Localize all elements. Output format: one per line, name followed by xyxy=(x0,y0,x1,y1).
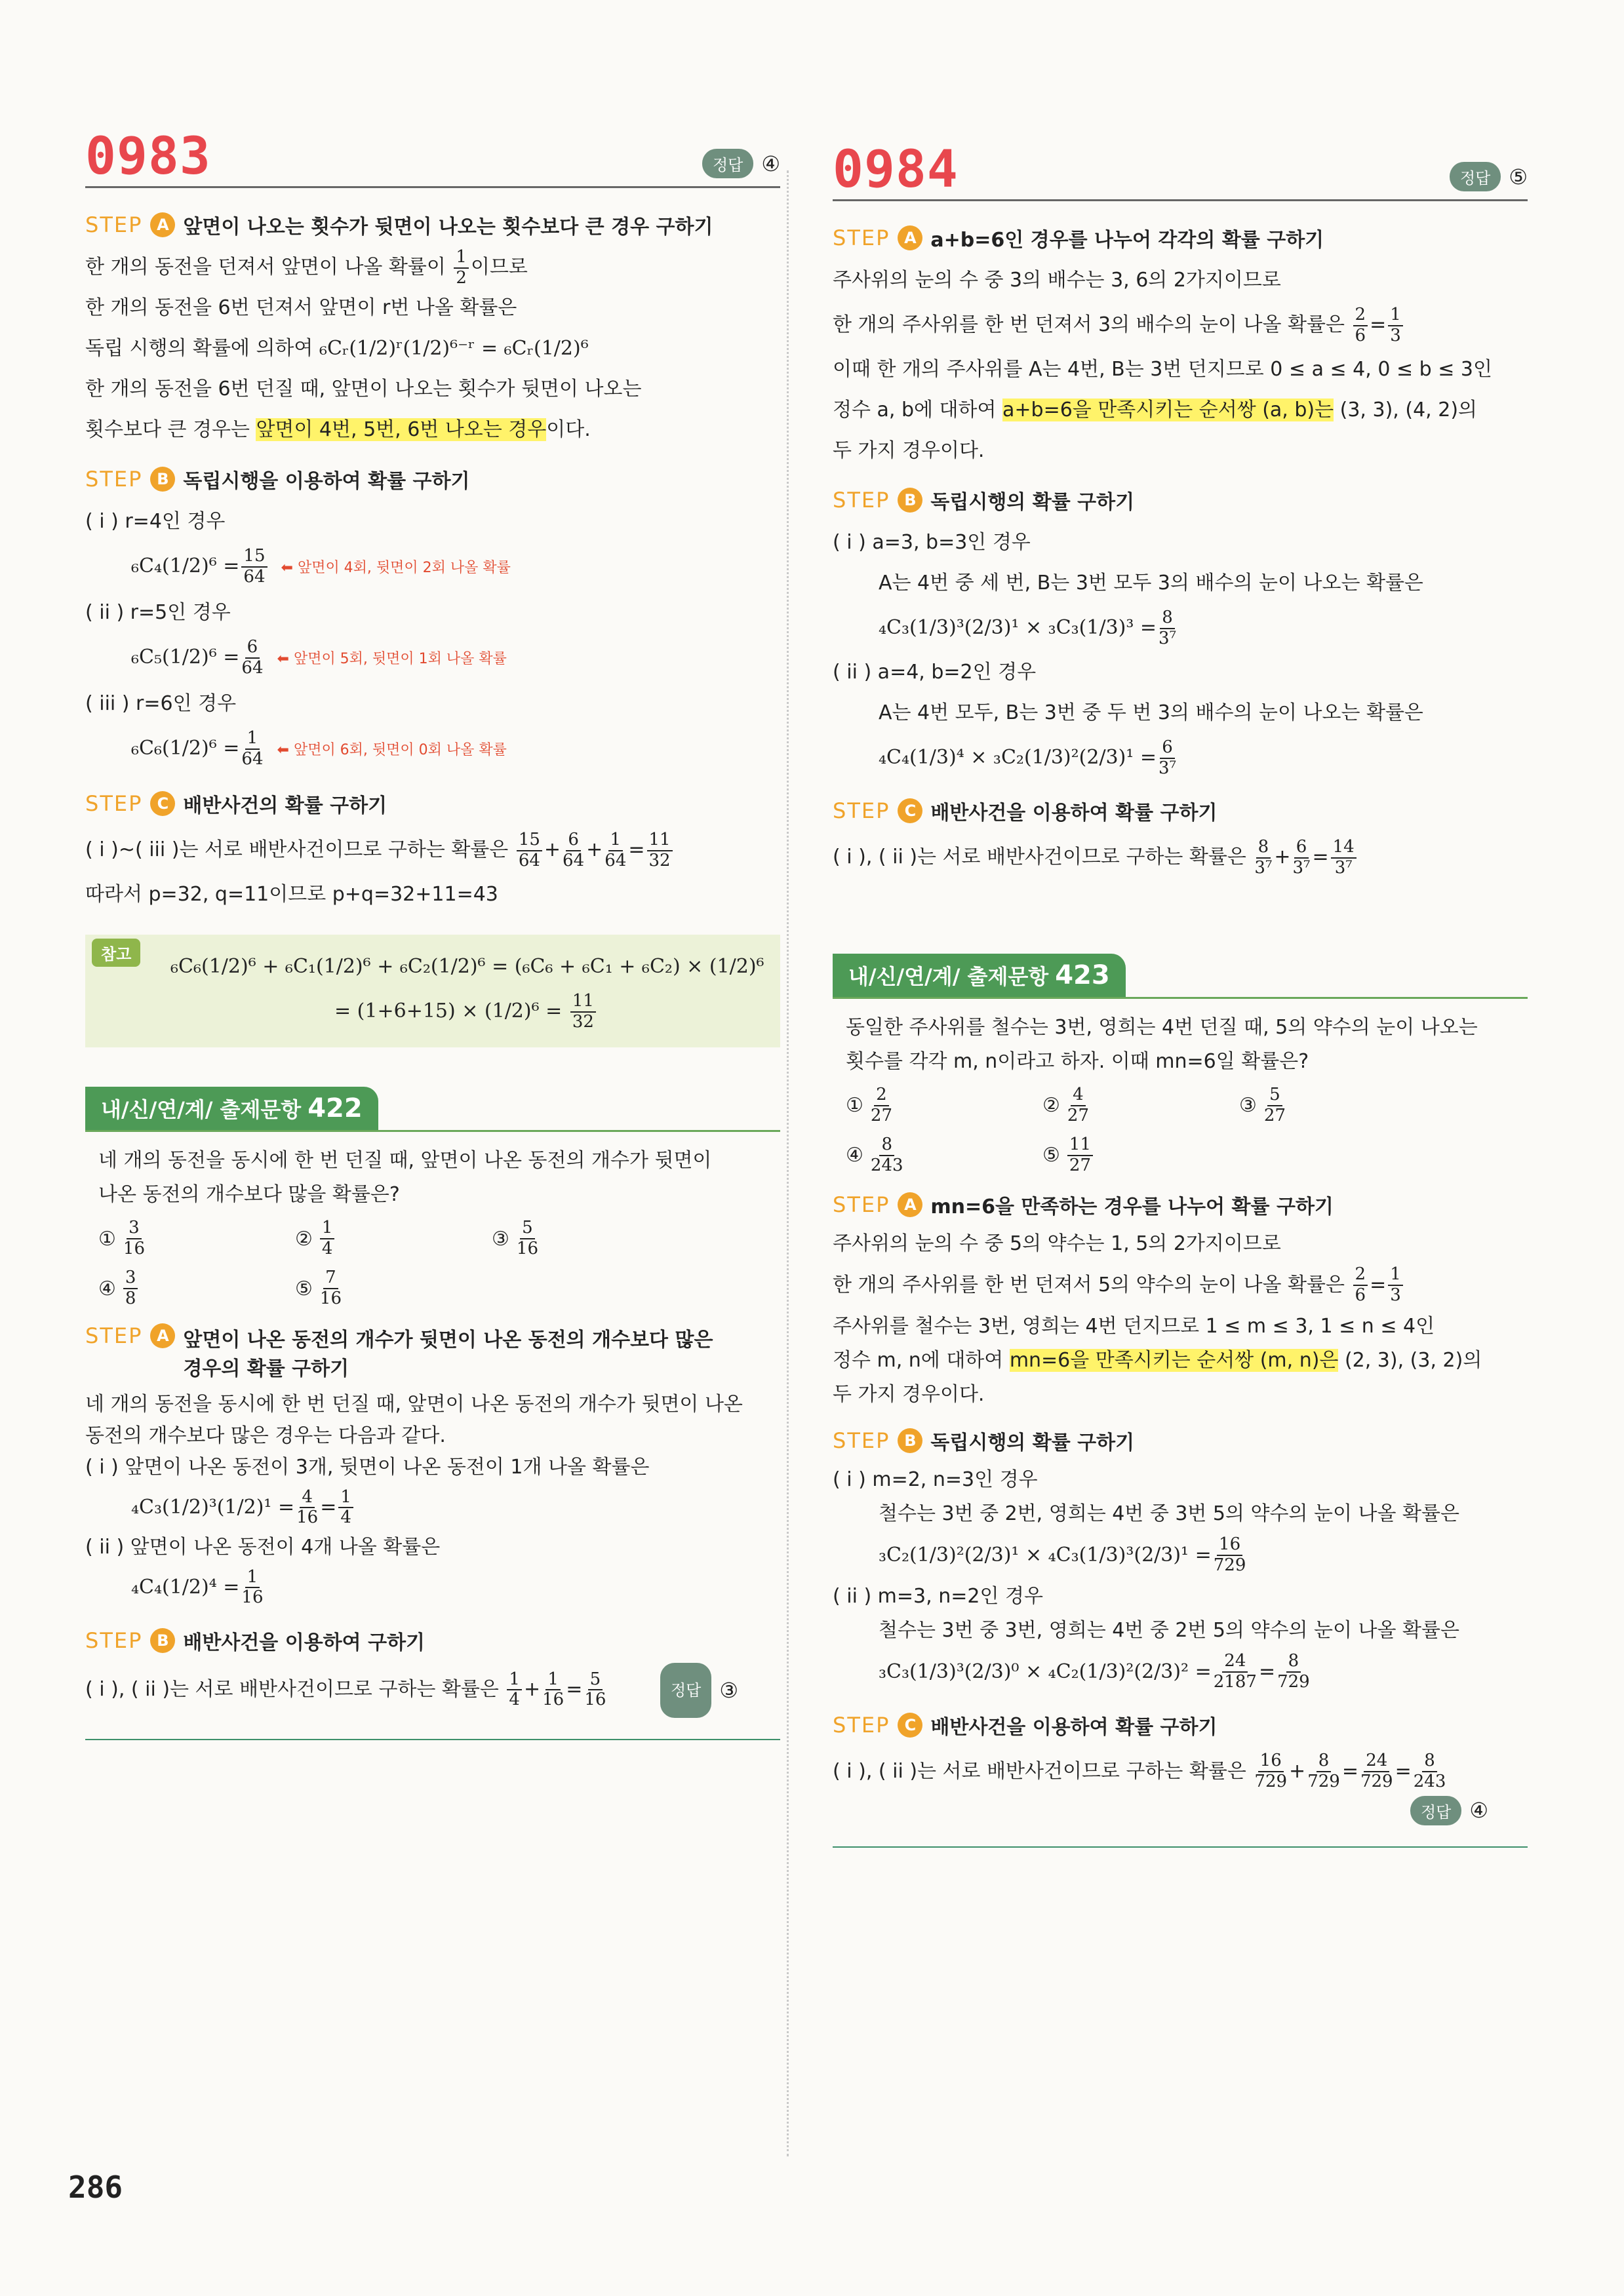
answer-row xyxy=(833,1796,1528,1829)
solution-line: 철수는 3번 중 2번, 영희는 4번 중 3번 5의 약수의 눈이 나올 확률은 xyxy=(879,1502,1459,1525)
answer-indicator xyxy=(1450,162,1528,191)
column-divider xyxy=(787,170,789,2156)
step-title: a+b=6인 경우를 나누어 각각의 확률 구하기 xyxy=(930,229,1324,252)
step-badge: A xyxy=(898,225,922,250)
step-badge: C xyxy=(150,791,175,816)
equation: ₆C₆(1/2)⁶ = $\frac{1}{64}$ ⬅ 앞면이 6회, 뒷면이 0회 나올 확률 xyxy=(85,724,780,775)
choice-3: ③ $\frac{5}{16}$ xyxy=(492,1218,538,1259)
step-c-header xyxy=(833,1711,1528,1740)
solution-line: 주사위를 철수는 3번, 영희는 4번 던지므로 1 ≤ m ≤ 3, 1 ≤ n ≤ 4인 xyxy=(833,1314,1435,1338)
answer-indicator xyxy=(702,149,780,178)
margin-note: ⬅ 앞면이 6회, 뒷면이 0회 나올 확률 xyxy=(277,742,507,758)
step-a-header xyxy=(833,1190,1528,1219)
step-title: 배반사건의 확률 구하기 xyxy=(183,794,387,818)
case-label: ( ii ) m=3, n=2인 경우 xyxy=(833,1584,1043,1608)
solution-line: 한 개의 주사위를 한 번 던져서 3의 배수의 눈이 나올 확률은 $\frac{2}{6}$ = $\frac{1}{3}$ xyxy=(833,301,1528,349)
answer-label: 정답 xyxy=(1450,162,1501,191)
step-badge: A xyxy=(150,1323,175,1348)
answer-indicator: 정답 ③ xyxy=(660,1663,738,1718)
related-number: 423 xyxy=(1055,960,1110,990)
solution-line: ( i ), ( ii )는 서로 배반사건이므로 구하는 확률은 $\frac{1}{4}$ + $\frac{1}{16}$ = $\frac{5}{16}$ 정답 ③ xyxy=(85,1663,780,1722)
solution-line: ( i )~( iii )는 서로 배반사건이므로 구하는 확률은 $\frac{15}{64}$ + $\frac{6}{64}$ + $\frac{1}{64}$ = $\frac{11}{32}$ xyxy=(85,826,780,874)
choice-3: ③ $\frac{5}{27}$ xyxy=(1239,1085,1286,1125)
question-text: 동일한 주사위를 철수는 3번, 영희는 4번 던질 때, 5의 약수의 눈이 나오는 횟수를 각각 m, n이라고 하자. 이때 mn=6일 확률은? xyxy=(846,1016,1478,1073)
problem-number: 0983 xyxy=(85,127,211,186)
choice-5: ⑤ $\frac{7}{16}$ xyxy=(295,1268,342,1309)
step-badge: B xyxy=(898,488,922,513)
step-label: STEP xyxy=(833,1192,890,1217)
step-label: STEP xyxy=(833,1712,890,1738)
related-header xyxy=(85,1087,780,1132)
step-title: 배반사건을 이용하여 구하기 xyxy=(183,1631,426,1654)
solution-line: 주사위의 눈의 수 중 5의 약수는 1, 5의 2가지이므로 xyxy=(833,1232,1281,1255)
case-label: ( i ) m=2, n=3인 경우 xyxy=(833,1468,1038,1491)
step-c-header xyxy=(85,789,780,818)
step-a-header xyxy=(833,224,1528,252)
step-title: 독립시행을 이용하여 확률 구하기 xyxy=(183,470,470,494)
solution-line: 한 개의 동전을 6번 던질 때, 앞면이 나오는 횟수가 뒷면이 나오는 xyxy=(85,378,642,401)
step-c-header xyxy=(833,796,1528,825)
choice-1: ① $\frac{2}{27}$ xyxy=(846,1085,892,1125)
related-tag: 내/신/연/계/ 출제문항 422 xyxy=(85,1087,378,1130)
step-title: 독립시행의 확률 구하기 xyxy=(930,1431,1135,1454)
step-title: 앞면이 나온 동전의 개수가 뒷면이 나온 동전의 개수보다 많은 경우의 확률 구하기 xyxy=(183,1328,713,1380)
case-label: ( iii ) r=6인 경우 xyxy=(85,692,237,716)
answer-choice: ④ xyxy=(761,151,780,176)
solution-line: A는 4번 모두, B는 3번 중 두 번 3의 배수의 눈이 나오는 확률은 xyxy=(879,701,1423,724)
step-label: STEP xyxy=(833,225,890,250)
case-label: ( i ) a=3, b=3인 경우 xyxy=(833,531,1031,554)
equation: ₆C₄(1/2)⁶ = $\frac{15}{64}$ ⬅ 앞면이 4회, 뒷면이 2회 나올 확률 xyxy=(85,542,780,593)
solution-line: ( i ), ( ii )는 서로 배반사건이므로 구하는 확률은 $\frac{16}{729}$ + $\frac{8}{729}$ = $\frac{24}{729}$ = $\frac{8}{243}$ xyxy=(833,1751,1446,1792)
step-label: STEP xyxy=(833,798,890,823)
step-title: 독립시행의 확률 구하기 xyxy=(930,491,1135,514)
case-label: ( i ) 앞면이 나온 동전이 3개, 뒷면이 나온 동전이 1개 나올 확률은 xyxy=(85,1455,650,1479)
step-b-header xyxy=(833,486,1528,515)
step-badge: A xyxy=(150,212,175,237)
choice-5: ⑤ $\frac{11}{27}$ xyxy=(1042,1135,1239,1176)
left-column xyxy=(85,127,780,1740)
equation: ₄C₃(1/2)³(1/2)¹ = $\frac{4}{16}$ = $\frac{1}{4}$ xyxy=(85,1483,780,1532)
solution-line: 한 개의 주사위를 한 번 던져서 5의 약수의 눈이 나올 확률은 $\frac{2}{6}$ = $\frac{1}{3}$ xyxy=(833,1261,1528,1310)
question-text: 네 개의 동전을 동시에 한 번 던질 때, 앞면이 나온 동전의 개수가 뒷면이 나온 동전의 개수보다 많을 확률은? xyxy=(98,1149,712,1207)
case-label: ( ii ) 앞면이 나온 동전이 4개 나올 확률은 xyxy=(85,1535,441,1559)
solution-line: 횟수보다 큰 경우는 앞면이 4번, 5번, 6번 나오는 경우이다. xyxy=(85,418,591,442)
solution-line: 주사위의 눈의 수 중 3의 배수는 3, 6의 2가지이므로 xyxy=(833,269,1281,292)
right-column xyxy=(833,140,1528,1848)
step-title: 배반사건을 이용하여 확률 구하기 xyxy=(930,1715,1218,1739)
equation: ₄C₄(1/2)⁴ = $\frac{1}{16}$ xyxy=(131,1566,264,1608)
solution-line: 정수 m, n에 대하여 mn=6을 만족시키는 순서쌍 (m, n)은 (2, 3), (3, 2)의 xyxy=(833,1348,1482,1372)
solution-line: 따라서 p=32, q=11이므로 p+q=32+11=43 xyxy=(85,883,498,906)
case-label: ( i ) r=4인 경우 xyxy=(85,510,226,534)
step-label: STEP xyxy=(85,212,143,237)
choice-2: ② $\frac{4}{27}$ xyxy=(1042,1085,1089,1125)
step-badge: B xyxy=(898,1428,922,1453)
related-tag: 내/신/연/계/ 출제문항 423 xyxy=(833,954,1126,997)
solution-line: 한 개의 동전을 6번 던져서 앞면이 r번 나올 확률은 xyxy=(85,296,517,320)
answer-label: 정답 xyxy=(702,149,753,178)
answer-indicator: 정답 ④ xyxy=(1410,1796,1488,1825)
step-badge: B xyxy=(150,1628,175,1653)
case-label: ( ii ) a=4, b=2인 경우 xyxy=(833,661,1037,684)
solution-line: ( i ), ( ii )는 서로 배반사건이므로 구하는 확률은 $\frac{8}{\text{3⁷}}$ + $\frac{6}{\text{3⁷}}$ = $\frac{14}{\text{3⁷}}$ xyxy=(833,833,1528,882)
step-a-header xyxy=(85,1323,780,1381)
case-label: ( ii ) r=5인 경우 xyxy=(85,601,231,625)
step-label: STEP xyxy=(85,467,143,492)
margin-note: ⬅ 앞면이 4회, 뒷면이 2회 나올 확률 xyxy=(281,560,511,576)
step-title: 앞면이 나오는 횟수가 뒷면이 나오는 횟수보다 큰 경우 구하기 xyxy=(183,216,713,239)
step-badge: A xyxy=(898,1192,922,1217)
page-number: 286 xyxy=(68,2170,123,2205)
step-badge: C xyxy=(898,1713,922,1738)
reference-label: 참고 xyxy=(92,939,140,967)
problem-header-0983 xyxy=(85,127,780,188)
step-label: STEP xyxy=(833,488,890,513)
choice-4: ④ $\frac{8}{243}$ xyxy=(846,1134,903,1175)
answer-choices xyxy=(98,1218,780,1309)
step-b-header xyxy=(85,465,780,494)
equation: ₃C₃(1/3)³(2/3)⁰ × ₄C₂(1/3)²(2/3)² = $\frac{24}{2187}$ = $\frac{8}{729}$ xyxy=(879,1651,1310,1692)
solution-line: A는 4번 중 세 번, B는 3번 모두 3의 배수의 눈이 나오는 확률은 xyxy=(879,572,1423,594)
choice-2: ② $\frac{1}{4}$ xyxy=(295,1218,492,1259)
problem-number: 0984 xyxy=(833,140,959,199)
equation: ₆C₅(1/2)⁶ = $\frac{6}{64}$ ⬅ 앞면이 5회, 뒷면이 1회 나올 확률 xyxy=(85,633,780,684)
solution-line: 동전의 개수보다 많은 경우는 다음과 같다. xyxy=(85,1424,446,1447)
related-number: 422 xyxy=(307,1093,363,1124)
margin-note: ⬅ 앞면이 5회, 뒷면이 1회 나올 확률 xyxy=(277,651,507,667)
solution-line: 철수는 3번 중 3번, 영희는 4번 중 2번 5의 약수의 눈이 나올 확률은 xyxy=(879,1618,1459,1642)
highlighted-text: a+b=6을 만족시키는 순서쌍 (a, b)는 xyxy=(1002,399,1334,421)
step-title: mn=6을 만족하는 경우를 나누어 확률 구하기 xyxy=(930,1195,1334,1218)
solution-line: 이때 한 개의 주사위를 A는 4번, B는 3번 던지므로 0 ≤ a ≤ 4, 0 ≤ b ≤ 3인 xyxy=(833,358,1492,381)
equation: ₄C₃(1/3)³(2/3)¹ × ₃C₃(1/3)³ = $\frac{8}{\text{3⁷}}$ xyxy=(879,607,1177,648)
reference-box xyxy=(85,935,780,1047)
step-label: STEP xyxy=(85,1323,143,1348)
step-label: STEP xyxy=(833,1428,890,1453)
step-b-header xyxy=(85,1626,780,1655)
step-badge: B xyxy=(150,467,175,492)
highlighted-text: mn=6을 만족시키는 순서쌍 (m, n)은 xyxy=(1009,1348,1339,1372)
fraction: $\frac{1}{2}$ xyxy=(454,248,469,288)
equation: ₆C₆(1/2)⁶ + ₆C₁(1/2)⁶ + ₆C₂(1/2)⁶ = (₆C₆ + ₆C₁ + ₆C₂) × (1/2)⁶ xyxy=(170,955,764,979)
answer-choice: ⑤ xyxy=(1509,164,1528,189)
choice-1: ① $\frac{3}{16}$ xyxy=(98,1218,145,1259)
step-b-header xyxy=(833,1426,1528,1455)
equation: = (1+6+15) × (1/2)⁶ = $\frac{11}{32}$ xyxy=(98,987,767,1036)
solution-line: 네 개의 동전을 동시에 한 번 던질 때, 앞면이 나온 동전의 개수가 뒷면이 나온 xyxy=(85,1392,743,1416)
choice-4: ④ $\frac{3}{8}$ xyxy=(98,1268,295,1309)
related-problem-422 xyxy=(85,1087,780,1740)
section-end-rule xyxy=(833,1846,1528,1848)
equation: ₃C₂(1/3)²(2/3)¹ × ₄C₃(1/3)³(2/3)¹ = $\frac{16}{729}$ xyxy=(879,1534,1246,1576)
highlighted-text: 앞면이 4번, 5번, 6번 나오는 경우 xyxy=(256,418,547,442)
problem-header-0984 xyxy=(833,140,1528,201)
solution-line: 두 가지 경우이다. xyxy=(833,439,985,462)
related-header xyxy=(833,954,1528,999)
step-label: STEP xyxy=(85,791,143,817)
section-end-rule xyxy=(85,1739,780,1740)
solution-line: 두 가지 경우이다. xyxy=(833,1382,985,1406)
solution-line: 한 개의 동전을 던져서 앞면이 나올 확률이 $\frac{1}{2}$ 이므로 xyxy=(85,246,528,288)
step-badge: C xyxy=(898,798,922,823)
related-problem-423 xyxy=(833,954,1528,1848)
step-title: 배반사건을 이용하여 확률 구하기 xyxy=(930,802,1218,825)
answer-choices xyxy=(846,1085,1528,1176)
step-a-header xyxy=(85,210,780,239)
solution-line: 독립 시행의 확률에 의하여 ₆Cᵣ(1/2)ʳ(1/2)⁶⁻ʳ = ₆Cᵣ(1/2)⁶ xyxy=(85,337,589,360)
solution-line: 정수 a, b에 대하여 a+b=6을 만족시키는 순서쌍 (a, b)는 (3, 3), (4, 2)의 xyxy=(833,399,1478,421)
equation: ₄C₄(1/3)⁴ × ₃C₂(1/3)²(2/3)¹ = $\frac{6}{\text{3⁷}}$ xyxy=(879,737,1177,778)
step-label: STEP xyxy=(85,1627,143,1653)
